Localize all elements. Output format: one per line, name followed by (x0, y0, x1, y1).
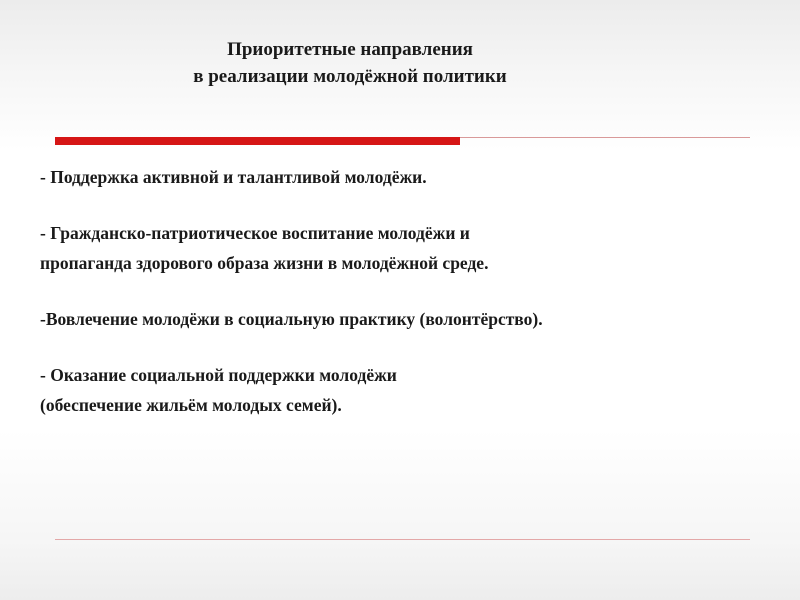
list-item-line: - Гражданско-патриотическое воспитание молодёжи и (40, 223, 470, 243)
list-item (40, 162, 780, 192)
list-item (40, 218, 780, 278)
list-item-line: -Вовлечение молодёжи в социальную практику (волонтёрство). (40, 309, 543, 329)
list-item (40, 304, 780, 334)
slide-title (100, 36, 600, 90)
priority-list (40, 162, 780, 446)
list-item-line: пропаганда здорового образа жизни в молодёжной среде. (40, 253, 489, 273)
title-line-1: Приоритетные направления (227, 39, 473, 60)
list-item-line: - Поддержка активной и талантливой молодёжи. (40, 167, 427, 187)
list-item-line: (обеспечение жильём молодых семей). (40, 395, 342, 415)
list-item-line: - Оказание социальной поддержки молодёжи (40, 365, 397, 385)
bottom-thin-rule (55, 539, 750, 540)
top-accent-bar (55, 137, 460, 145)
title-line-2: в реализации молодёжной политики (193, 66, 507, 87)
top-thin-rule (460, 137, 750, 138)
list-item (40, 360, 780, 420)
